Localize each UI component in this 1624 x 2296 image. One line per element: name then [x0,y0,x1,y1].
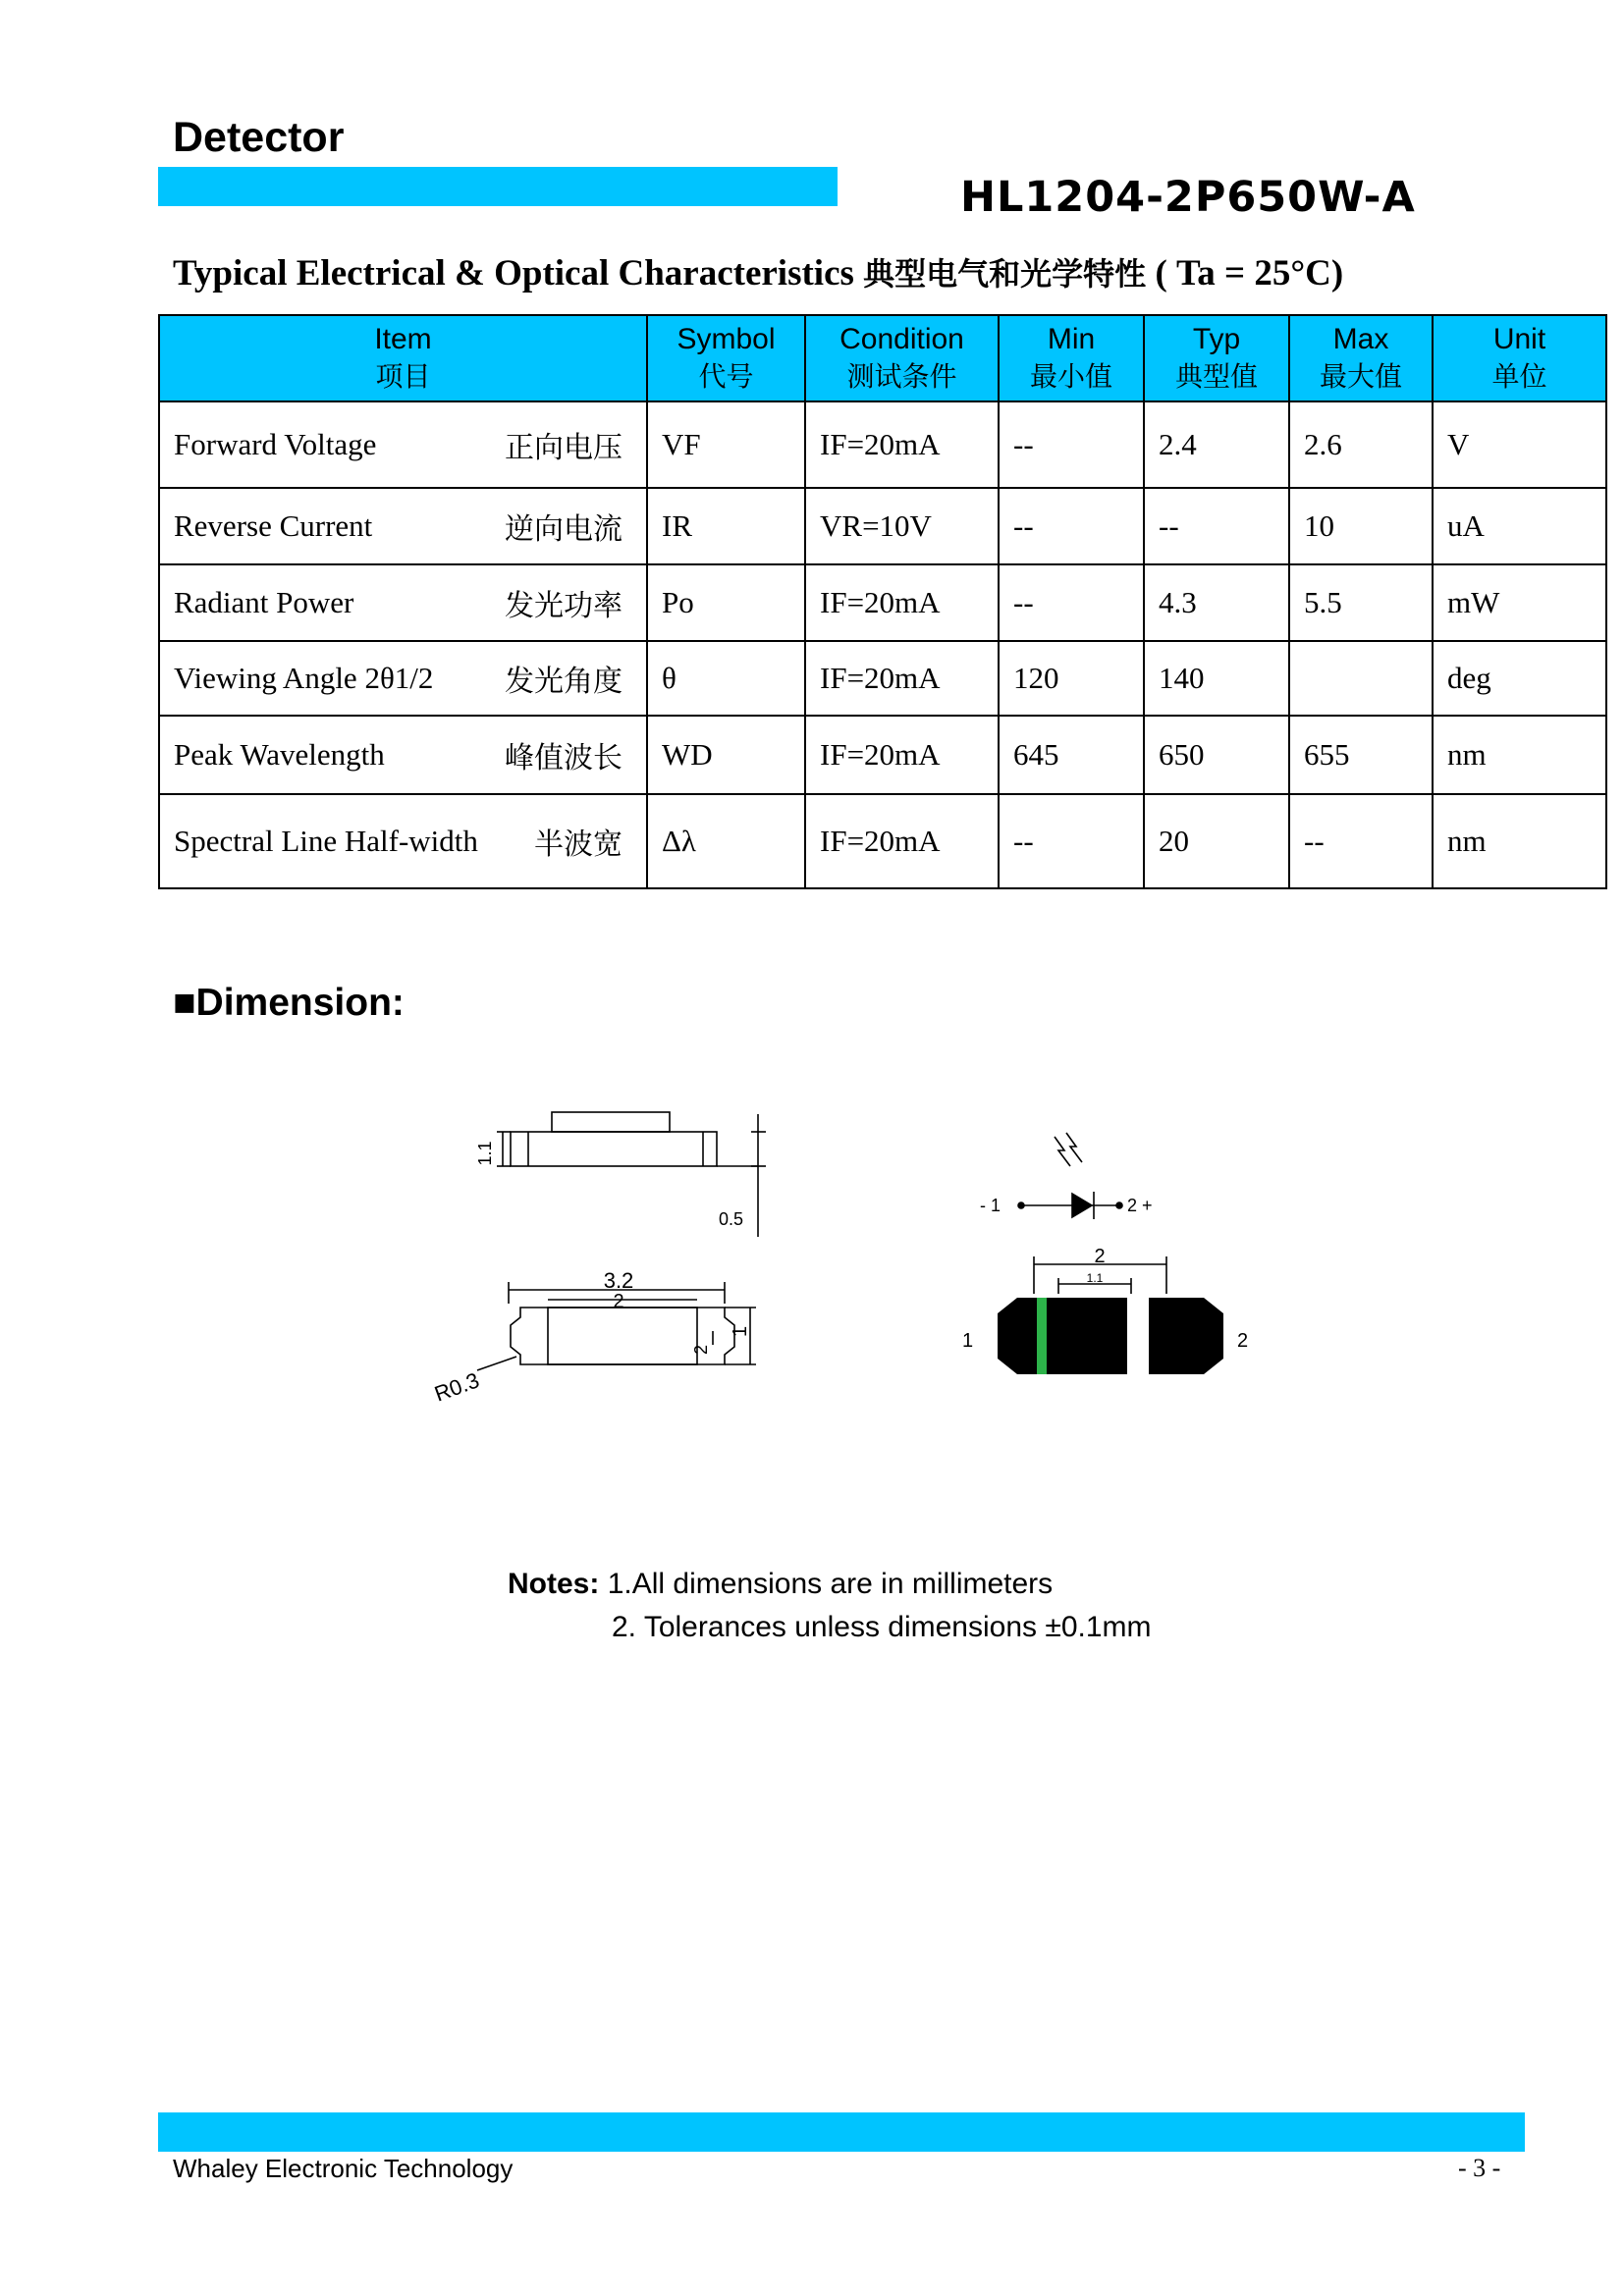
cell-max: -- [1289,794,1433,888]
cell-min: -- [999,794,1144,888]
cell-typ: -- [1144,488,1289,564]
top-inner-label: 2 [613,1291,624,1312]
top-side-label: 2 [691,1344,711,1355]
cell-unit: mW [1433,564,1606,641]
header-title: Detector [173,114,345,161]
cell-unit: deg [1433,641,1606,716]
section-title-en: Typical Electrical & Optical Characteristics [173,253,854,294]
table-row [159,641,1606,716]
footer-company: Whaley Electronic Technology [173,2154,514,2183]
footer-accent-bar [158,2112,1525,2152]
table-header-row [159,315,1606,401]
cell-typ: 650 [1144,716,1289,794]
radius-label: R0.3 [431,1367,483,1407]
cell-min: 120 [999,641,1144,716]
cell-min: -- [999,564,1144,641]
col-header-symbol: Symbol 代号 [647,315,805,401]
cell-typ: 2.4 [1144,401,1289,488]
item-zh: 正向电压 [505,431,623,465]
item-en: Reverse Current [174,508,373,543]
cell-condition: IF=20mA [805,401,999,488]
cell-symbol: IR [647,488,805,564]
notes-line1: 1.All dimensions are in millimeters [607,1568,1054,1600]
notes-line2: 2. Tolerances unless dimensions ±0.1mm [612,1611,1152,1643]
dimension-drawings [412,1090,1276,1482]
cell-unit: nm [1433,716,1606,794]
col-header-unit: Unit 单位 [1433,315,1606,401]
cell-item [159,716,647,794]
notes-label: Notes: [508,1568,600,1600]
col-header-condition: Condition 测试条件 [805,315,999,401]
col-header-max: Max 最大值 [1289,315,1433,401]
cell-min: 645 [999,716,1144,794]
cell-condition: IF=20mA [805,794,999,888]
cell-max: 655 [1289,716,1433,794]
section-title [173,249,1343,294]
cell-condition: VR=10V [805,488,999,564]
cell-item [159,641,647,716]
cell-symbol: VF [647,401,805,488]
cell-symbol: Po [647,564,805,641]
cell-typ: 20 [1144,794,1289,888]
section-condition: ( Ta = 25°C) [1155,253,1344,294]
item-en: Radiant Power [174,585,354,619]
cell-unit: nm [1433,794,1606,888]
section-title-zh: 典型电气和光学特性 [863,255,1147,293]
cell-max: 2.6 [1289,401,1433,488]
item-en: Spectral Line Half-width [174,824,478,858]
symbol-pin1-label: - 1 [980,1196,1001,1215]
cell-item [159,564,647,641]
item-en: Viewing Angle 2θ1/2 [174,661,434,695]
bottom-pin1-label: 1 [962,1330,974,1352]
header-accent-bar [158,167,838,206]
col-header-typ: Typ 典型值 [1144,315,1289,401]
item-zh: 逆向电流 [505,512,623,547]
side-offset-label: 0.5 [719,1209,744,1229]
diode-symbol [1018,1133,1122,1219]
col-header-min: Min 最小值 [999,315,1144,401]
cell-typ: 140 [1144,641,1289,716]
table-row [159,716,1606,794]
table-row [159,401,1606,488]
top-width-label: 1 [730,1325,751,1337]
side-height-label: 1.1 [475,1141,495,1166]
cell-item [159,488,647,564]
cell-condition: IF=20mA [805,564,999,641]
cell-unit: uA [1433,488,1606,564]
page-number: - 3 - [1458,2154,1501,2182]
item-zh: 发光功率 [505,589,623,623]
item-en: Peak Wavelength [174,737,385,772]
cell-max: 5.5 [1289,564,1433,641]
symbol-pin2-label: 2 + [1127,1196,1153,1215]
item-en: Forward Voltage [174,427,377,461]
item-zh: 发光角度 [505,665,623,699]
cell-item [159,401,647,488]
bottom-inner-label: 1.1 [1086,1271,1104,1285]
cell-item [159,794,647,888]
bottom-length-label: 2 [1094,1246,1106,1267]
cell-unit: V [1433,401,1606,488]
top-length-label: 3.2 [603,1268,634,1293]
dimension-title: ■Dimension: [173,982,405,1024]
cell-symbol: WD [647,716,805,794]
characteristics-table [158,314,1607,889]
part-number: HL1204-2P650W-A [960,173,1416,222]
table-row [159,794,1606,888]
cell-min: -- [999,401,1144,488]
cell-max [1289,641,1433,716]
cell-condition: IF=20mA [805,641,999,716]
cell-symbol: Δλ [647,794,805,888]
table-row [159,564,1606,641]
notes [508,1563,1152,1649]
table-row [159,488,1606,564]
cell-condition: IF=20mA [805,716,999,794]
cell-min: -- [999,488,1144,564]
cell-typ: 4.3 [1144,564,1289,641]
cell-symbol: θ [647,641,805,716]
item-zh: 峰值波长 [505,741,623,775]
item-zh: 半波宽 [534,828,623,862]
bottom-pin2-label: 2 [1237,1330,1249,1352]
cell-max: 10 [1289,488,1433,564]
bottom-view-drawing [998,1256,1223,1374]
col-header-item: Item 项目 [159,315,647,401]
